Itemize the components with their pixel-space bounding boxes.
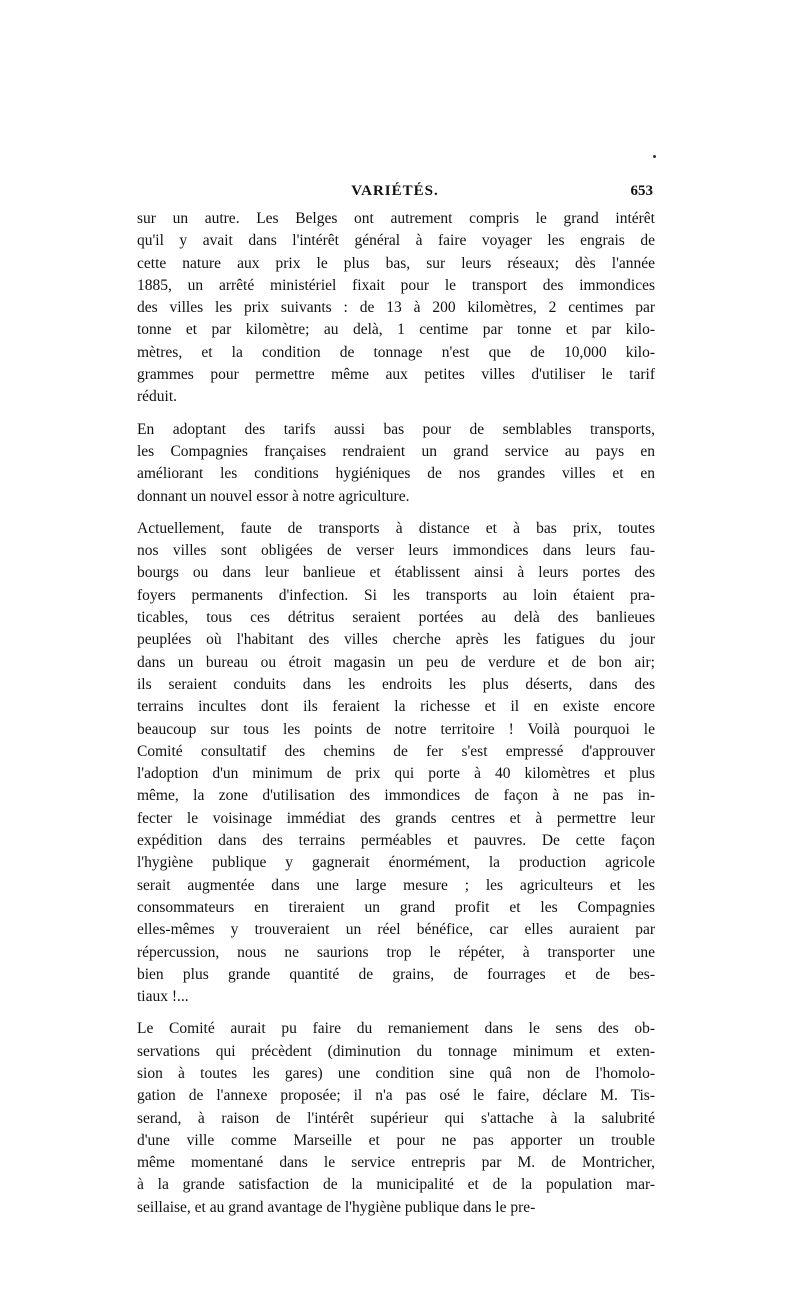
text-line: cette nature aux prix le plus bas, sur leurs réseaux; dès l'année xyxy=(137,254,655,272)
text-line: des villes les prix suivants : de 13 à 200 kilomètres, 2 centimes par xyxy=(137,299,655,317)
text-line: d'une ville comme Marseille et pour ne pas apporter un trouble xyxy=(137,1131,655,1149)
page-number: 653 xyxy=(630,183,653,199)
text-line: l'hygiène publique y gagnerait énormément, la production agricole xyxy=(137,854,655,872)
text-line: Le Comité aurait pu faire du remaniement dans le sens des ob- xyxy=(137,1020,655,1038)
text-line: même momentané dans le service entrepris par M. de Montricher, xyxy=(137,1154,655,1172)
text-line: terrains incultes dont ils feraient la richesse et il en existe encore xyxy=(137,698,655,716)
text-line: l'adoption d'un minimum de prix qui porte à 40 kilomètres et plus xyxy=(137,765,655,783)
text-line: mètres, et la condition de tonnage n'est que de 10,000 kilo- xyxy=(137,343,655,361)
text-line: elles-mêmes y trouveraient un réel bénéfice, car elles auraient par xyxy=(137,921,655,939)
text-line: nos villes sont obligées de verser leurs immondices dans leurs fau- xyxy=(137,542,655,560)
paragraph xyxy=(137,419,655,508)
text-line: sur un autre. Les Belges ont autrement compris le grand intérêt xyxy=(137,210,655,227)
text-line: 1885, un arrêté ministériel fixait pour le transport des immondices xyxy=(137,276,655,294)
text-line: En adoptant des tarifs aussi bas pour de semblables transports, xyxy=(137,420,655,438)
text-line: sion à toutes les gares) une condition sine quâ non de l'homolo- xyxy=(137,1064,655,1082)
text-line: beaucoup sur tous les points de notre territoire ! Voilà pourquoi le xyxy=(137,720,655,738)
running-head: VARIÉTÉS. xyxy=(351,183,439,199)
text-line: répercussion, nous ne saurions trop le répéter, à transporter une xyxy=(137,943,655,961)
text-line: bien plus grande quantité de grains, de fourrages et de bes- xyxy=(137,965,655,983)
text-line: améliorant les conditions hygiéniques de nos grandes villes et en xyxy=(137,465,655,483)
text-line: même, la zone d'utilisation des immondices de façon à ne pas in- xyxy=(137,787,655,805)
text-line: serait augmentée dans une large mesure ; les agriculteurs et les xyxy=(137,876,655,894)
text-line: dans un bureau ou étroit magasin un peu de verdure et de bon air; xyxy=(137,653,655,671)
text-line: expédition dans des terrains perméables et pauvres. De cette façon xyxy=(137,832,655,850)
text-line: servations qui précèdent (diminution du tonnage minimum et exten- xyxy=(137,1042,655,1060)
text-line: tonne et par kilomètre; au delà, 1 centime par tonne et par kilo- xyxy=(137,321,655,339)
paragraph xyxy=(137,518,655,1009)
text-line: fecter le voisinage immédiat des grands centres et à permettre leur xyxy=(137,809,655,827)
text-line: gation de l'annexe proposée; il n'a pas osé le faire, déclare M. Tis- xyxy=(137,1087,655,1105)
text-line: qu'il y avait dans l'intérêt général à faire voyager les engrais de xyxy=(137,232,655,250)
print-speck xyxy=(653,155,656,158)
text-line: Comité consultatif des chemins de fer s'est empressé d'approuver xyxy=(137,742,655,760)
text-line: peuplées où l'habitant des villes cherche après les fatigues du jour xyxy=(137,631,655,649)
text-line: seillaise, et au grand avantage de l'hygiène publique dans le pre- xyxy=(137,1198,536,1216)
text-line: serand, à raison de l'intérêt supérieur qui s'attache à la salubrité xyxy=(137,1109,655,1127)
text-line: à la grande satisfaction de la municipalité et de la population mar- xyxy=(137,1176,655,1194)
page-header xyxy=(137,183,653,205)
text-line: réduit. xyxy=(137,388,178,406)
text-line: grammes pour permettre même aux petites villes d'utiliser le tarif xyxy=(137,366,655,384)
paragraph xyxy=(137,1018,655,1219)
text-line: Actuellement, faute de transports à distance et à bas prix, toutes xyxy=(137,519,655,537)
text-line: ils seraient conduits dans les endroits les plus déserts, dans des xyxy=(137,675,655,693)
text-line: les Compagnies françaises rendraient un grand service au pays en xyxy=(137,442,655,460)
text-line: foyers permanents d'infection. Si les transports au loin étaient pra- xyxy=(137,586,655,604)
text-line: tiaux !... xyxy=(137,988,189,1006)
body-text xyxy=(137,208,655,1229)
text-line: bourgs ou dans leur banlieue et établissent ainsi à leurs portes des xyxy=(137,564,655,582)
text-line: donnant un nouvel essor à notre agriculture. xyxy=(137,487,410,505)
text-line: consommateurs en tireraient un grand profit et les Compagnies xyxy=(137,898,655,916)
text-line: ticables, tous ces détritus seraient portées au delà des banlieues xyxy=(137,609,655,627)
paragraph xyxy=(137,208,655,409)
